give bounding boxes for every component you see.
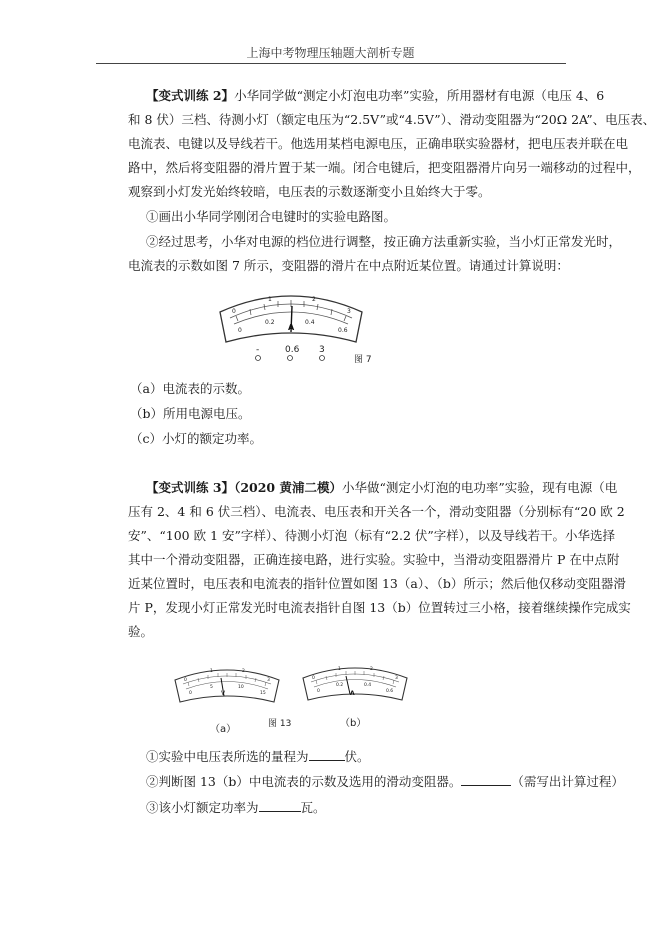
p2-line-2: 和 8 伏）三档、待测小灯（额定电压为“2.5V”或“4.5V”）、滑动变阻器为“20Ω 2A”、电压表、 (128, 112, 656, 127)
p2-sub-b: （b）所用电源电压。 (130, 406, 251, 421)
p2-inner-tick-2: 0.4 (305, 319, 315, 326)
p2-sub-a: （a）电流表的示数。 (130, 381, 250, 396)
p2-tag: 【变式训练 2】 (146, 88, 235, 103)
p3-question-2 (146, 774, 624, 790)
p3-q2-suffix: （需写出计算过程） (511, 774, 624, 789)
p3-q2-answer-blank[interactable] (461, 774, 511, 786)
p2-meter-symbol: A (288, 323, 295, 332)
p2-sub-c: （c）小灯的额定功率。 (130, 431, 263, 446)
p2-figure-label: 图 7 (354, 355, 372, 365)
p3-line-1-text: 小华做“测定小灯泡的电功率”实验，现有电源（电 (341, 480, 618, 495)
p3a-inner-tick-2: 10 (238, 685, 244, 690)
p3a-outer-tick-2: 2 (242, 669, 245, 674)
p2-question-2-line-2: 电流表的示数如图 7 所示，变阻器的滑片在中点附近某位置。请通过计算说明： (128, 258, 569, 273)
p3-line-7: 验。 (128, 624, 154, 639)
p3-figure-a-label: （a） (210, 724, 237, 735)
p3-q1-answer-blank[interactable] (309, 749, 345, 761)
p2-line-1 (146, 88, 604, 104)
p3-tag: 【变式训练 3】 (146, 480, 235, 495)
p3a-inner-tick-1: 5 (210, 685, 213, 690)
p3b-inner-tick-1: 0.2 (336, 683, 344, 688)
p3-q3-prefix: ③该小灯额定功率为 (146, 800, 259, 815)
p3b-outer-tick-3: 3 (395, 676, 398, 681)
p3-line-6: 片 P，发现小灯正常发光时电流表指针自图 13（b）位置转过三小格，接着继续操作完成实 (128, 600, 631, 615)
voltmeter-figure-13a (172, 662, 282, 712)
p3-q3-suffix: 瓦。 (300, 800, 326, 815)
p2-terminal-3: 3 (319, 345, 325, 355)
ammeter-figure-13b (300, 660, 410, 710)
p2-outer-tick-2: 2 (312, 296, 316, 303)
p3b-outer-tick-2: 2 (370, 667, 373, 672)
p3a-inner-tick-0: 0 (189, 691, 192, 696)
p3b-inner-tick-3: 0.6 (386, 689, 394, 694)
p3b-meter-symbol: A (350, 690, 355, 697)
p2-question-2-line-1: ②经过思考，小华对电源的档位进行调整，按正确方法重新实验，当小灯正常发光时， (146, 234, 622, 249)
p3-source: （2020 黄浦二模） (234, 480, 342, 495)
p3-question-1 (146, 749, 370, 765)
p3-line-4: 其中一个滑动变阻器，正确连接电路，进行实验。实验中，当滑动变阻器滑片 P 在中点附 (128, 552, 620, 567)
p2-line-5: 观察到小灯发光始终较暗，电压表的示数逐渐变小且始终大于零。 (128, 184, 491, 199)
p3-q1-suffix: 伏。 (344, 749, 370, 764)
p3-line-5: 近某位置时，电压表和电流表的指针位置如图 13（a）、（b）所示；然后他仅移动变阻器滑 (128, 576, 626, 591)
p3b-outer-tick-1: 1 (338, 667, 341, 672)
p2-terminal-06: 0.6 (285, 345, 300, 355)
p2-inner-tick-0: 0 (238, 327, 242, 334)
p2-question-1: ①画出小华同学刚闭合电键时的实验电路图。 (146, 209, 397, 224)
p3-line-2: 压有 2、4 和 6 伏三档）、电流表、电压表和开关各一个，滑动变阻器（分别标有“20 欧 2 (128, 504, 625, 519)
p3a-meter-symbol: V (221, 690, 226, 697)
p3-line-3: 安”、“100 欧 1 安”字样）、待测小灯泡（标有“2.2 伏”字样），以及导线若干。小华选择 (128, 528, 616, 543)
p2-outer-tick-0: 0 (232, 308, 236, 315)
p3a-inner-tick-3: 15 (260, 691, 266, 696)
p2-inner-tick-1: 0.2 (265, 319, 275, 326)
p2-line-1-text: 小华同学做“测定小灯泡电功率”实验，所用器材有电源（电压 4、6 (234, 88, 605, 103)
p3-figure-b-label: （b） (340, 718, 367, 729)
p2-terminals-knobs (252, 354, 332, 362)
p3-line-1 (146, 480, 617, 496)
p3-q3-answer-blank[interactable] (259, 800, 301, 812)
header-divider (96, 63, 566, 64)
p2-outer-tick-1: 1 (268, 296, 272, 303)
p3b-inner-tick-0: 0 (317, 689, 320, 694)
p2-outer-tick-3: 3 (347, 308, 351, 315)
page-header: 上海中考物理压轴题大剖析专题 (246, 46, 415, 60)
p3-question-3 (146, 800, 326, 816)
p3-figure-label: 图 13 (268, 719, 292, 729)
p2-terminal-minus: - (256, 345, 260, 355)
p3b-inner-tick-2: 0.4 (364, 683, 372, 688)
p3-q1-prefix: ①实验中电压表所选的量程为 (146, 749, 309, 764)
p3-q2-prefix: ②判断图 13（b）中电流表的示数及选用的滑动变阻器。 (146, 774, 462, 789)
p2-line-4: 路中，然后将变阻器的滑片置于某一端。闭合电键后，把变阻器滑片向另一端移动的过程中， (128, 160, 641, 175)
p3a-outer-tick-0: 0 (184, 678, 187, 683)
p2-line-3: 电流表、电键以及导线若干。他选用某档电源电压，正确串联实验器材，把电压表并联在电 (128, 136, 629, 151)
p2-inner-tick-3: 0.6 (338, 327, 348, 334)
p3a-outer-tick-3: 3 (267, 678, 270, 683)
p3b-outer-tick-0: 0 (312, 676, 315, 681)
p3a-outer-tick-1: 1 (210, 669, 213, 674)
